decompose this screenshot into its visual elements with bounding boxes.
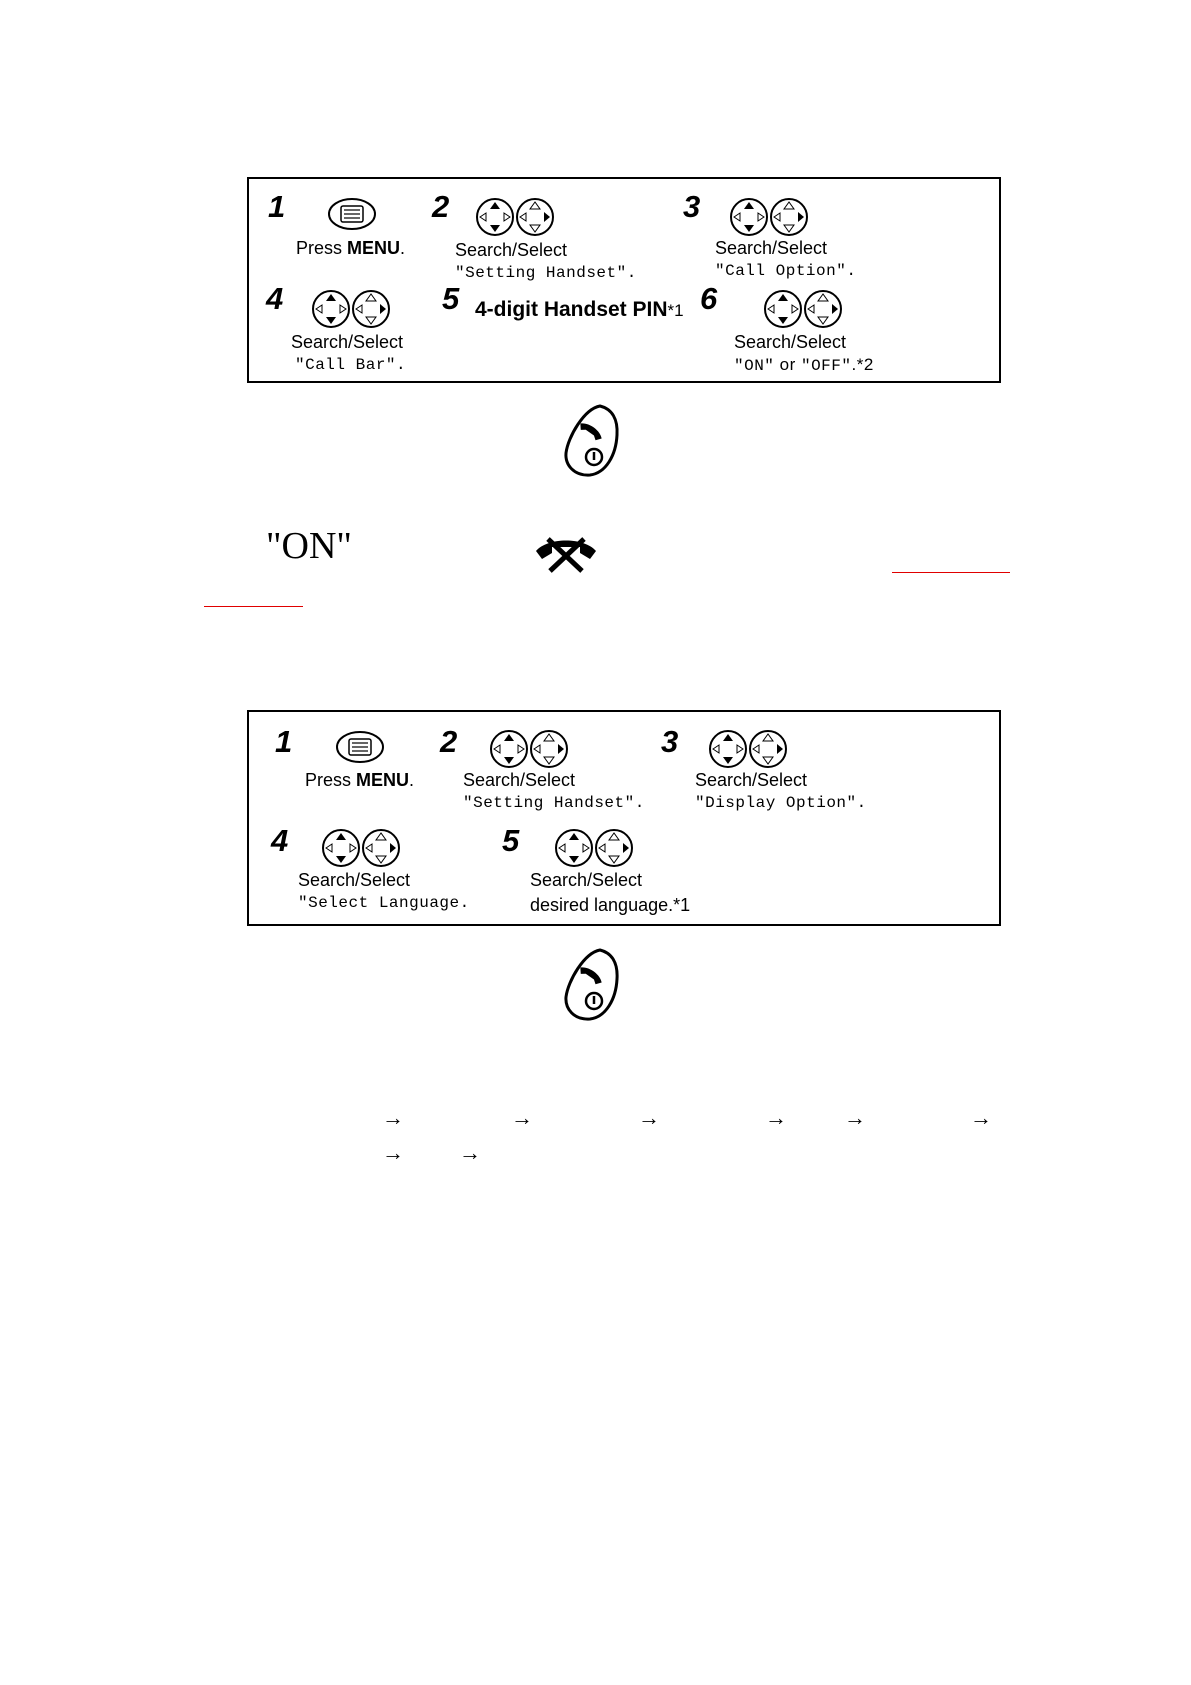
language-order-arrow: → xyxy=(382,1105,404,1130)
step-4-caption: Search/Select xyxy=(291,332,404,352)
call-bar-instructions-panel xyxy=(247,177,1001,383)
step-3-detail: "Call Option". xyxy=(715,262,857,280)
navigator-key-icon xyxy=(321,828,403,868)
step-1-caption: Press MENU. xyxy=(296,238,406,258)
link-underline-continued xyxy=(204,606,303,607)
step-2-detail: "Setting Handset". xyxy=(463,794,645,812)
step-4-detail: "Call Bar". xyxy=(295,356,407,374)
step-1-number: 1 xyxy=(275,724,293,759)
step-5-detail: desired language.*1 xyxy=(530,895,691,915)
navigator-key-icon xyxy=(729,197,811,237)
navigator-key-icon xyxy=(554,828,636,868)
step-5-number: 5 xyxy=(442,281,460,316)
language-order-arrow: → xyxy=(511,1105,533,1130)
step-3-caption: Search/Select xyxy=(715,238,828,258)
on-status-label: "ON" xyxy=(266,525,352,567)
step-6-detail: "ON" or "OFF".*2 xyxy=(734,355,874,375)
step-3-number: 3 xyxy=(661,724,679,759)
menu-button-icon xyxy=(327,197,377,231)
step-2-detail: "Setting Handset". xyxy=(455,264,637,282)
navigator-key-icon xyxy=(475,197,557,237)
step-3-caption: Search/Select xyxy=(695,770,808,790)
navigator-key-icon xyxy=(763,289,845,329)
language-order-arrow: → xyxy=(970,1105,992,1130)
step-2-caption: Search/Select xyxy=(455,240,568,260)
display-language-instructions-panel xyxy=(247,710,1001,926)
step-4-number: 4 xyxy=(266,281,284,316)
navigator-key-icon xyxy=(489,729,571,769)
step-6-caption: Search/Select xyxy=(734,332,847,352)
step-5-caption: Search/Select xyxy=(530,870,643,890)
language-order-arrow: → xyxy=(459,1140,481,1165)
language-order-arrow: → xyxy=(382,1140,404,1165)
step-2-number: 2 xyxy=(432,189,450,224)
step-1-caption: Press MENU. xyxy=(305,770,415,790)
language-order-arrow: → xyxy=(638,1105,660,1130)
step-3-detail: "Display Option". xyxy=(695,794,867,812)
menu-button-icon xyxy=(335,730,385,764)
link-underline xyxy=(892,572,1010,573)
step-6-number: 6 xyxy=(700,281,718,316)
off-hook-end-button-icon xyxy=(560,947,624,1023)
language-order-arrow: → xyxy=(765,1105,787,1130)
step-5-pin-label: 4-digit Handset PIN*1 xyxy=(475,298,684,321)
navigator-key-icon xyxy=(708,729,790,769)
language-order-arrow: → xyxy=(844,1105,866,1130)
step-4-detail: "Select Language. xyxy=(298,894,470,912)
step-2-caption: Search/Select xyxy=(463,770,576,790)
step-4-caption: Search/Select xyxy=(298,870,411,890)
step-4-number: 4 xyxy=(271,823,289,858)
step-5-number: 5 xyxy=(502,823,520,858)
step-1-number: 1 xyxy=(268,189,286,224)
step-5-footnote: *1 xyxy=(667,301,684,320)
navigator-key-icon xyxy=(311,289,393,329)
off-hook-end-button-icon xyxy=(560,403,624,479)
call-barred-icon xyxy=(534,533,598,573)
step-2-number: 2 xyxy=(440,724,458,759)
step-3-number: 3 xyxy=(683,189,701,224)
